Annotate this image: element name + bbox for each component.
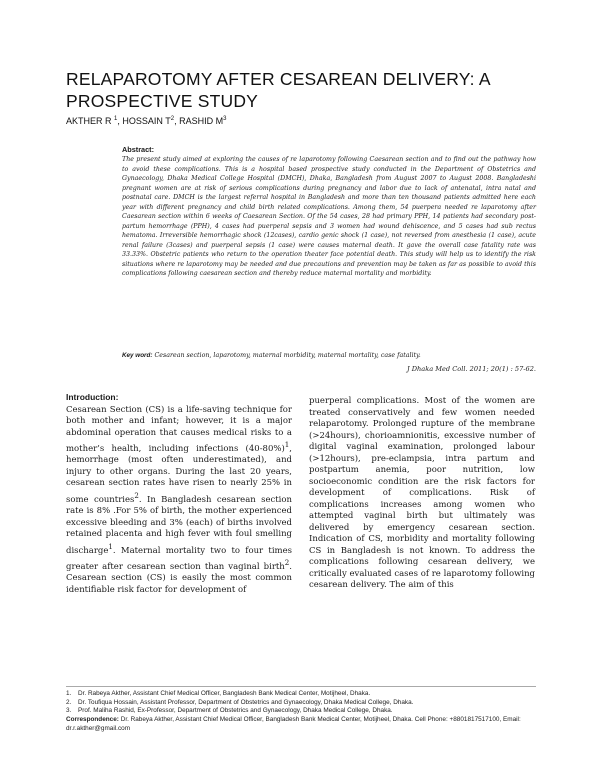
intro-text: . Maternal mortality two to four times greater after cesarean section than vaginal birth — [66, 545, 292, 572]
author-name: RASHID M — [179, 116, 224, 126]
author-affiliation-mark: 1 — [114, 116, 118, 122]
citation-mark: 1 — [284, 440, 290, 449]
keywords-label: Key word: — [122, 352, 153, 359]
footnote-number: 1. — [66, 690, 72, 697]
footnote — [66, 699, 536, 708]
footnotes — [66, 686, 536, 734]
footnote-number: 2. — [66, 698, 72, 706]
correspondence-text: Dr. Rabeya Akther, Assistant Chief Medical Officer, Bangladesh Bank Medical Center, Motijheel, Dhaka. Cell Phone: +8801817517100, Email: dr.r.akther@gmail.com — [66, 716, 521, 732]
intro-text-continued: puerperal complications. Most of the women are treated conservatively and few women needed relaparotomy. Prolonged rupture of the membrane (>24hours), chorioamnionitis, excessive number of digital vaginal examination, prolonged labour (>12hours), pre-eclampsia, intra partum and postpartum anemia, poor nutrition, low socioeconomic condition are the risk factors for development of complications. Risk of complications increases among women who attempted vaginal birth but ultimately was delivered by emergency cesarean section. Indication of CS, morbidity and mortality following CS in Bangladesh is not known. To address the complications following cesarean delivery, we critically evaluated cases of re laparotomy following cesarean delivery. The aim of this — [309, 396, 535, 590]
footnote-text: Dr. Rabeya Akther, Assistant Chief Medical Officer, Bangladesh Bank Medical Center, Motijheel, Dhaka. — [78, 690, 371, 697]
keywords-text: Cesarean section, laparotomy, maternal morbidity, maternal mortality, case fatality. — [154, 352, 421, 359]
abstract-text: The present study aimed at exploring the causes of re laparotomy following Caesarean section and to find out the pathway how to avoid these complications. This is a hospital based prospective study conducted in the Department of Obstetrics and Gynaecology, Dhaka Medical College Hospital (DMCH), Dhaka, Bangladesh from August 2007 to August 2008. Bangladeshi pregnant women are at risk of serious complications during pregnancy and labor due to lack of antenatal, intra natal and postnatal care. DMCH is the largest referral hospital in Bangladesh and more than ten thousand patients admitted here each year with different pregnancy and child birth related complications. Among them, 54 puerpera needed re laparotomy after Caesarean section within 6 weeks of Caesarean Section. Of the 54 cases, 28 had primary PPH, 14 patients had secondary post-partum hemorrhage (PPH), 4 cases had puerperal sepsis and 3 women had wound dehiscence, and 5 cases had sub rectus hematoma. Irreversible hemorrhagic shock (12cases), cardio genic shock (1 case), not reversed from anesthesia (1 case), acute renal failure (3cases) and puerperal sepsis (1 case) were causes maternal death. It gave the overall case fatality rate was 33.33%. Obstetric patients who return to the operation theater face potential death. This study will help us to identify the risk situations where re laparotomy may be needed and due precautions and prevention may be taken as far as possible to avoid this complications following caesarean section and thereby reduce maternal mortality and morbidity. — [122, 156, 536, 277]
footnote-text: Prof. Maliha Rashid, Ex-Professor, Department of Obstetrics and Gynaecology, Dhaka Medical College, Dhaka. — [78, 707, 393, 715]
author-affiliation-mark: 2 — [170, 116, 175, 122]
journal-citation: J Dhaka Med Coll. 2011; 20(1) : 57-62. — [407, 365, 536, 373]
intro-text: Cesarean Section (CS) is a life-saving technique for both mother and infant; however, it is a major abdominal operation that causes medical risks to a mother’s health, including infections (40-80%) — [66, 404, 292, 454]
author-affiliation-mark: 3 — [223, 116, 227, 122]
intro-text: , hemorrhage (most often underestimated), and injury to other organs. During the last 20 years, cesarean section rates have risen to nearly 25% in some countries — [66, 443, 292, 505]
intro-text: . In Bangladesh cesarean section rate is 8% .For 5% of birth, the mother experienced excessive bleeding and 3% (each) of births involved retained placenta and high fever with foul smelling discharge — [66, 494, 292, 556]
citation-mark: 1 — [108, 541, 113, 551]
introduction-heading: Introduction: — [66, 392, 119, 402]
citation-mark: 2 — [134, 490, 139, 500]
footnote-text: Dr. Toufiqua Hossain, Assistant Professor, Department of Obstetrics and Gynaecology, Dhaka Medical College, Dhaka. — [78, 698, 414, 706]
correspondence-label: Correspondence: — [66, 716, 119, 724]
left-column — [66, 392, 292, 596]
paper-title: RELAPAROTOMY AFTER CESAREAN DELIVERY: A PROSPECTIVE STUDY — [66, 69, 490, 111]
intro-text: . Cesarean section (CS) is easily the most common identifiable risk factor for development of — [66, 561, 292, 595]
right-column — [309, 396, 535, 592]
author-name: AKTHER R — [66, 116, 112, 126]
author-name: HOSSAIN T — [122, 116, 171, 126]
footnote — [66, 690, 536, 699]
footnote-number: 3. — [66, 707, 72, 715]
abstract-heading: Abstract: — [122, 145, 155, 154]
author-list: AKTHER R $^1$, HOSSAIN $T^2$, RASHID $M^3$ — [66, 116, 227, 126]
correspondence — [66, 716, 536, 733]
keywords — [122, 351, 536, 361]
citation-mark: 2 — [284, 557, 290, 567]
footnote — [66, 707, 536, 716]
